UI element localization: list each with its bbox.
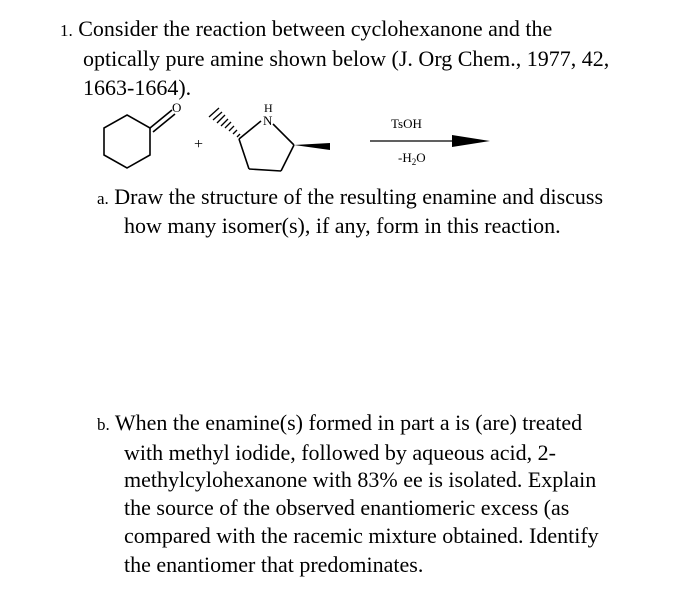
amine-hydrogen: H [264,101,273,115]
question-line-1 [60,14,552,46]
part-b-label: b. [97,415,110,434]
reagent-tsoh: TsOH [391,116,422,131]
ring-bond-c4-c3 [249,169,281,171]
plus-sign: + [194,136,204,153]
part-b-line-2: with methyl iodide, followed by aqueous acid, 2- [124,440,556,465]
reagent-minus-h: -H [398,150,412,165]
part-b-line-1 [97,408,582,440]
ketone-oxygen: O [172,100,182,115]
ring-bond-n-c5 [273,124,294,145]
part-b-line-5: compared with the racemic mixture obtained. Identify [124,523,599,548]
question-text-1: Consider the reaction between cyclohexanone and the [78,16,553,41]
reaction-scheme [0,95,700,185]
reagent-minus-water [398,150,426,167]
question-line-3: 1663-1664). [83,75,192,100]
ring-bond-c2-n [239,121,261,139]
amine-nitrogen: N [263,113,273,128]
reagent-oxygen: O [416,150,426,165]
part-b-line-3: methylcylohexanone with 83% ee is isolated. Explain [124,467,597,492]
hashed-wedge-methyl [209,108,240,137]
part-b-line-4: the source of the observed enantiomeric excess (as [124,495,570,520]
part-b-text-1: When the enamine(s) formed in part a is (are) treated [114,410,583,435]
bold-wedge-methyl [294,143,330,150]
ring-bond-c5-c4 [281,145,294,171]
reagent-subscript-2: 2 [411,157,417,167]
part-a-line-2: how many isomer(s), if any, form in this reaction. [124,213,561,238]
part-a-line-1 [97,182,603,214]
part-a-text-1: Draw the structure of the resulting enamine and discuss [114,184,604,209]
question-line-2: optically pure amine shown below (J. Org Chem., 1977, 42, [83,46,610,71]
part-b-line-6: the enantiomer that predominates. [124,552,424,577]
reaction-arrow-head [452,135,490,147]
ring-bond-c3-c2 [239,139,249,169]
part-a-label: a. [97,189,109,208]
cyclohexanone-ring [104,115,150,168]
question-number: 1. [60,21,73,40]
